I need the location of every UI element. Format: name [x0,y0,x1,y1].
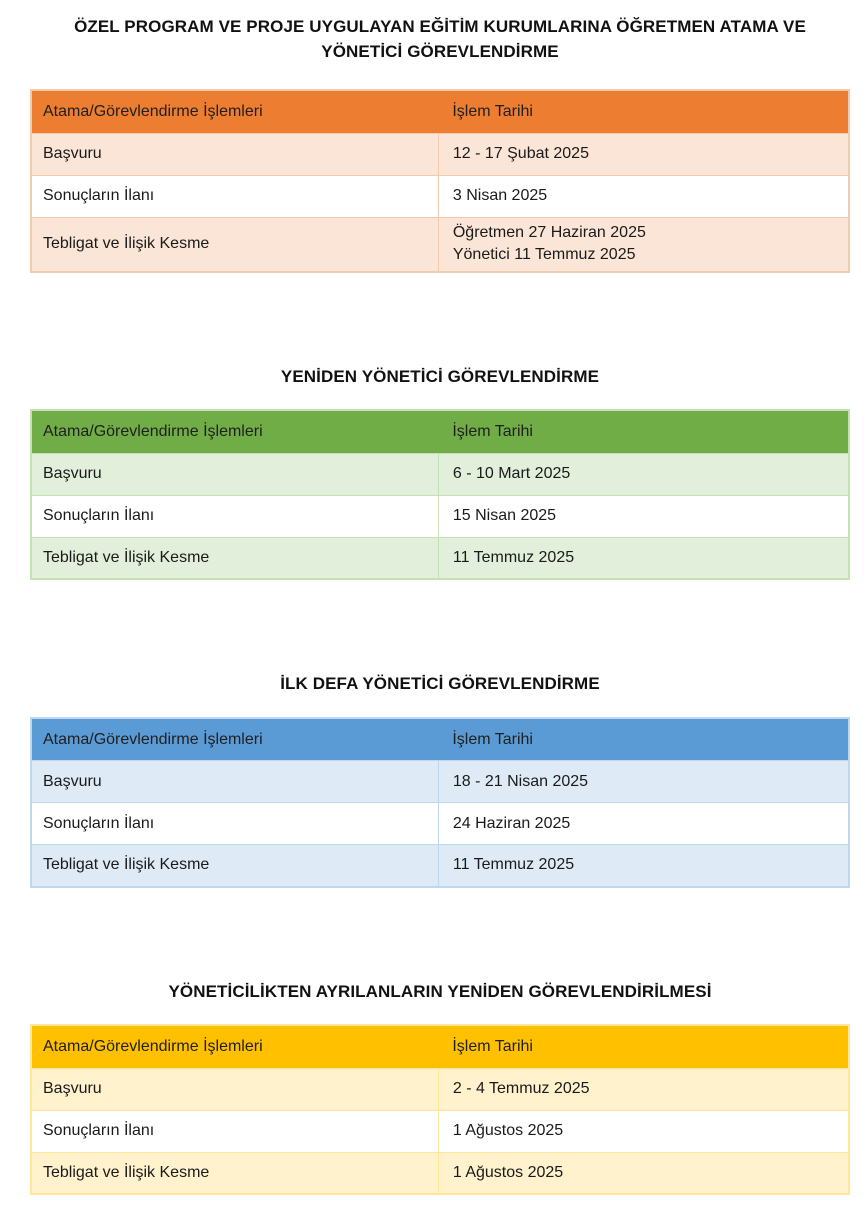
date-cell: 24 Haziran 2025 [438,803,849,845]
table-row [31,133,849,175]
date-cell: 1 Ağustos 2025 [438,1110,849,1152]
section-title: YENİDEN YÖNETİCİ GÖREVLENDİRME [280,366,600,386]
table-row [31,217,849,271]
process-cell: Tebligat ve İlişik Kesme [31,1152,438,1194]
date-cell: 3 Nisan 2025 [438,175,849,217]
table-row [31,1152,849,1194]
date-cell: 1 Ağustos 2025 [438,1152,849,1194]
process-cell: Başvuru [31,1068,438,1110]
schedule-table-orange [30,89,850,272]
table-header-row [31,410,849,453]
section-yoneticilikten-ayrilanlar [30,980,850,1196]
table-row [31,1068,849,1110]
process-cell: Sonuçların İlanı [31,803,438,845]
table-row [31,845,849,887]
table-row [31,761,849,803]
process-cell: Sonuçların İlanı [31,495,438,537]
column-header-date: İşlem Tarihi [438,410,849,453]
table-row [31,175,849,217]
date-cell: Öğretmen 27 Haziran 2025 Yönetici 11 Temmuz 2025 [438,217,849,271]
schedule-table-green [30,409,850,580]
column-header-process: Atama/Görevlendirme İşlemleri [31,90,438,133]
table-header-row [31,90,849,133]
process-cell: Tebligat ve İlişik Kesme [31,537,438,579]
table-header-row [31,1025,849,1068]
process-cell: Tebligat ve İlişik Kesme [31,845,438,887]
column-header-process: Atama/Görevlendirme İşlemleri [31,410,438,453]
process-cell: Sonuçların İlanı [31,175,438,217]
date-cell: 12 - 17 Şubat 2025 [438,133,849,175]
process-cell: Sonuçların İlanı [31,1110,438,1152]
schedule-table-gold [30,1024,850,1195]
section-title: ÖZEL PROGRAM VE PROJE UYGULAYAN EĞİTİM KURUMLARINA ÖĞRETMEN ATAMA VE YÖNETİCİ GÖREVLENDİRME [74,17,806,61]
table-header-row [31,718,849,761]
section-title: İLK DEFA YÖNETİCİ GÖREVLENDİRME [280,674,600,694]
date-cell: 6 - 10 Mart 2025 [438,453,849,495]
section-yeniden-yonetici [30,365,850,581]
date-cell: 18 - 21 Nisan 2025 [438,761,849,803]
document-content [30,15,850,1195]
date-cell: 11 Temmuz 2025 [438,537,849,579]
column-header-process: Atama/Görevlendirme İşlemleri [31,718,438,761]
process-cell: Başvuru [31,453,438,495]
section-title: YÖNETİCİLİKTEN AYRILANLARIN YENİDEN GÖREVLENDİRİLMESİ [168,981,712,1001]
date-cell: 15 Nisan 2025 [438,495,849,537]
schedule-table-blue [30,717,850,888]
table-row [31,537,849,579]
process-cell: Tebligat ve İlişik Kesme [31,217,438,271]
column-header-date: İşlem Tarihi [438,718,849,761]
table-row [31,1110,849,1152]
column-header-process: Atama/Görevlendirme İşlemleri [31,1025,438,1068]
table-row [31,453,849,495]
date-cell: 11 Temmuz 2025 [438,845,849,887]
process-cell: Başvuru [31,761,438,803]
section-ilk-defa-yonetici [30,672,850,888]
table-row [31,803,849,845]
process-cell: Başvuru [31,133,438,175]
table-row [31,495,849,537]
column-header-date: İşlem Tarihi [438,90,849,133]
column-header-date: İşlem Tarihi [438,1025,849,1068]
date-cell: 2 - 4 Temmuz 2025 [438,1068,849,1110]
section-ogretmen-atama [30,15,850,273]
